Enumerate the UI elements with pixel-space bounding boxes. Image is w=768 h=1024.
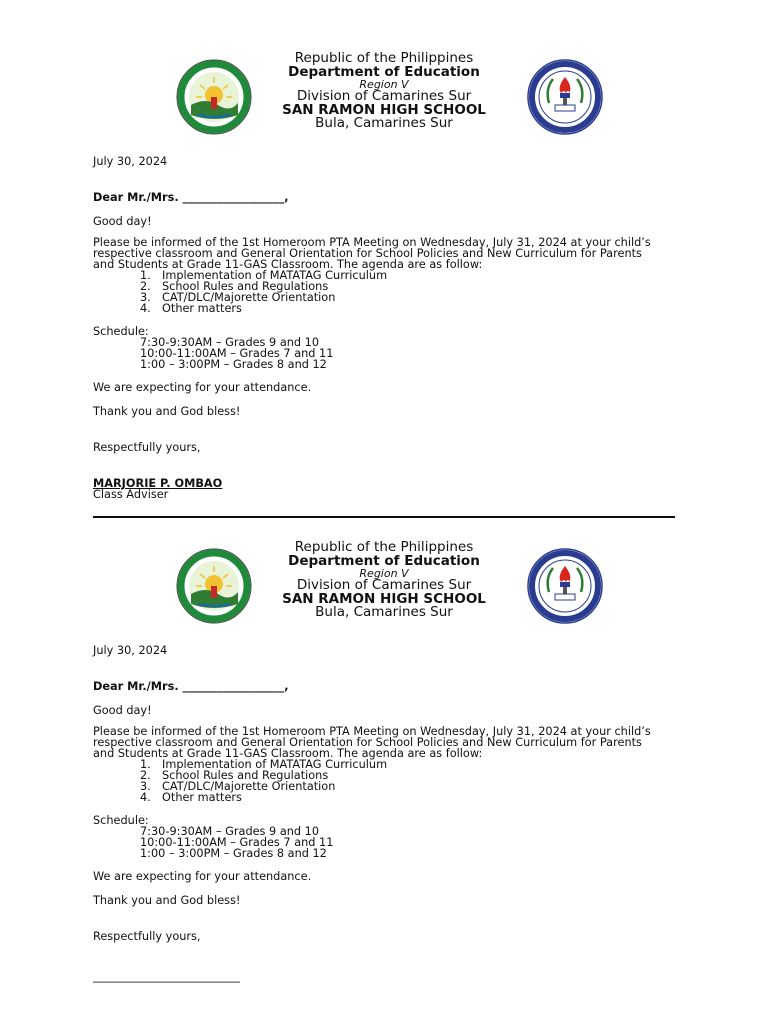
list-number: 4. <box>140 791 151 804</box>
region-line: Region V <box>359 567 409 580</box>
schedule-item: 7:30-9:30AM – Grades 9 and 10 <box>140 336 320 349</box>
list-text: School Rules and Regulations <box>162 769 329 782</box>
list-text: CAT/DLC/Majorette Orientation <box>162 291 336 304</box>
republic-line: Republic of the Philippines <box>294 539 474 555</box>
department-line: Department of Education <box>288 553 480 569</box>
body-line-3: and Students at Grade 11-GAS Classroom. The agenda are as follow: <box>93 258 483 271</box>
signature-line: __________________________ <box>93 970 240 983</box>
location-line: Bula, Camarines Sur <box>315 604 453 620</box>
schedule-item: 1:00 – 3:00PM – Grades 8 and 12 <box>140 358 327 371</box>
list-number: 2. <box>140 769 151 782</box>
cut-divider <box>93 516 675 518</box>
expecting-line: We are expecting for your attendance. <box>93 381 312 394</box>
schedule-list <box>140 826 333 859</box>
schedule-item: 10:00-11:00AM – Grades 7 and 11 <box>140 836 334 849</box>
letter-date: July 30, 2024 <box>93 155 168 168</box>
list-text: Other matters <box>162 302 242 315</box>
schedule-label: Schedule: <box>93 814 149 827</box>
school-line: SAN RAMON HIGH SCHOOL <box>282 591 486 607</box>
closing-line: Respectfully yours, <box>93 441 201 454</box>
salutation: Dear Mr./Mrs. __________________, <box>93 680 289 693</box>
body-line-1: Please be informed of the 1st Homeroom PTA Meeting on Wednesday, July 31, 2024 at your child’s <box>93 725 651 738</box>
division-line: Division of Camarines Sur <box>296 88 472 104</box>
signatory-name: MARJORIE P. OMBAO <box>93 477 223 490</box>
department-line: Department of Education <box>288 64 480 80</box>
republic-line: Republic of the Philippines <box>294 50 474 66</box>
list-number: 1. <box>140 269 151 282</box>
letterhead-text <box>234 541 534 620</box>
body-line-2: respective classroom and General Orientation for School Policies and New Curriculum for Parents <box>93 736 642 749</box>
letter-body <box>93 156 683 506</box>
location-line: Bula, Camarines Sur <box>315 115 453 131</box>
greeting: Good day! <box>93 704 152 717</box>
greeting: Good day! <box>93 215 152 228</box>
letterhead <box>0 541 768 631</box>
schedule-item: 7:30-9:30AM – Grades 9 and 10 <box>140 825 320 838</box>
thanks-line: Thank you and God bless! <box>93 894 241 907</box>
body-line-3: and Students at Grade 11-GAS Classroom. The agenda are as follow: <box>93 747 483 760</box>
body-line-1: Please be informed of the 1st Homeroom PTA Meeting on Wednesday, July 31, 2024 at your child’s <box>93 236 651 249</box>
body-line-2: respective classroom and General Orientation for School Policies and New Curriculum for Parents <box>93 247 642 260</box>
schedule-item: 10:00-11:00AM – Grades 7 and 11 <box>140 347 334 360</box>
list-number: 3. <box>140 780 151 793</box>
schedule-list <box>140 337 333 370</box>
schedule-label: Schedule: <box>93 325 149 338</box>
list-number: 4. <box>140 302 151 315</box>
list-text: Implementation of MATATAG Curriculum <box>162 758 388 771</box>
letter-2 <box>0 541 768 1001</box>
salutation: Dear Mr./Mrs. __________________, <box>93 191 289 204</box>
letterhead <box>0 52 768 142</box>
list-number: 3. <box>140 291 151 304</box>
school-seal-icon <box>527 548 603 624</box>
region-line: Region V <box>359 78 409 91</box>
list-number: 2. <box>140 280 151 293</box>
letter-body <box>93 645 683 995</box>
thanks-line: Thank you and God bless! <box>93 405 241 418</box>
list-text: CAT/DLC/Majorette Orientation <box>162 780 336 793</box>
list-number: 1. <box>140 758 151 771</box>
schedule-item: 1:00 – 3:00PM – Grades 8 and 12 <box>140 847 327 860</box>
school-seal-icon <box>527 59 603 135</box>
expecting-line: We are expecting for your attendance. <box>93 870 312 883</box>
list-text: School Rules and Regulations <box>162 280 329 293</box>
letter-1 <box>0 52 768 512</box>
letterhead-text <box>234 52 534 131</box>
list-text: Implementation of MATATAG Curriculum <box>162 269 388 282</box>
list-text: Other matters <box>162 791 242 804</box>
signatory-title: Class Adviser <box>93 488 169 501</box>
division-line: Division of Camarines Sur <box>296 577 472 593</box>
letter-date: July 30, 2024 <box>93 644 168 657</box>
school-line: SAN RAMON HIGH SCHOOL <box>282 102 486 118</box>
closing-line: Respectfully yours, <box>93 930 201 943</box>
